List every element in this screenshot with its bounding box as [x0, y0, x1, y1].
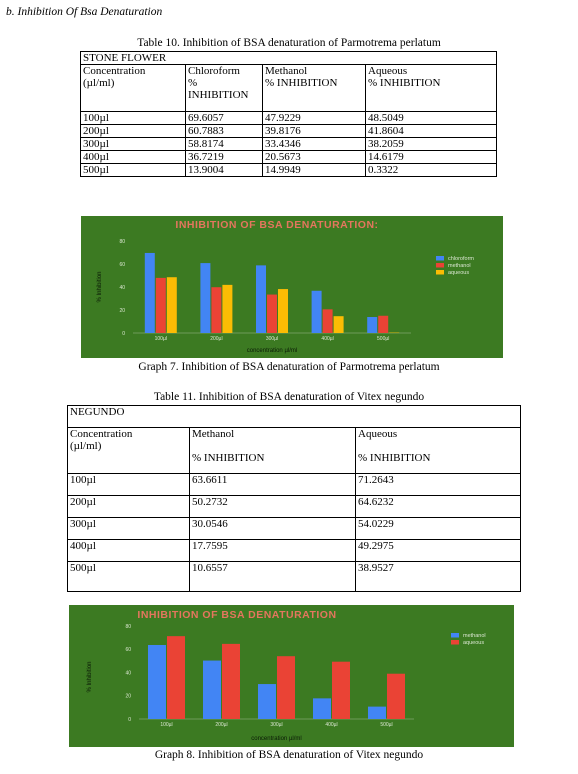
table11-header-line: (µl/ml) — [70, 440, 102, 452]
legend-swatch-methanol — [436, 263, 444, 268]
table10-header-line: % INHIBITION — [368, 77, 441, 89]
table10-cell: 36.7219 — [186, 151, 263, 164]
bar-aqueous-3 — [332, 662, 350, 719]
table10-header-line: % — [188, 77, 198, 89]
legend-label-aqueous: aqueous — [463, 640, 485, 646]
table10-row — [81, 164, 497, 177]
table11-row — [68, 518, 521, 540]
table10-header-cell — [81, 65, 186, 112]
y-tick-label: 40 — [119, 284, 125, 291]
legend-label-methanol: methanol — [463, 633, 486, 639]
x-tick-label: 200µl — [210, 336, 223, 342]
table11-row — [68, 562, 521, 592]
table10-cell: 100µl — [81, 112, 186, 125]
table11-header-line — [358, 440, 518, 452]
legend-swatch-methanol — [451, 633, 459, 638]
table10-row — [81, 125, 497, 138]
table11-cell: 300µl — [68, 518, 190, 540]
graph7-svg — [81, 216, 503, 358]
bar-aqueous-2 — [278, 289, 288, 333]
graph8-caption: Graph 8. Inhibition of BSA denaturation of Vitex negundo — [154, 749, 424, 761]
y-axis-label: % Inhibition — [87, 661, 93, 693]
table10-cell: 20.5673 — [263, 151, 366, 164]
graph7-caption: Graph 7. Inhibition of BSA denaturation of Parmotrema perlatum — [138, 361, 440, 373]
bar-chloroform-3 — [312, 291, 322, 333]
legend-label-chloroform: chloroform — [448, 256, 474, 262]
table11-caption: Table 11. Inhibition of BSA denaturation of Vitex negundo — [153, 391, 425, 403]
bar-aqueous-3 — [334, 316, 344, 333]
table10-cell: 400µl — [81, 151, 186, 164]
bar-methanol-2 — [258, 684, 276, 719]
table11-cell: 64.6232 — [356, 496, 521, 518]
table11-cell: 500µl — [68, 562, 190, 592]
table11-row — [68, 540, 521, 562]
table10-header-line: Chloroform — [188, 65, 240, 77]
y-tick-label: 60 — [125, 647, 131, 654]
table10-header-line: INHIBITION — [188, 89, 249, 101]
table10-header-line: % INHIBITION — [265, 77, 338, 89]
chart-title: INHIBITION OF BSA DENATURATION — [137, 609, 337, 621]
table11-cell: 49.2975 — [356, 540, 521, 562]
table10-cell: 14.9949 — [263, 164, 366, 177]
table10-cell: 33.4346 — [263, 138, 366, 151]
y-tick-label: 80 — [125, 623, 131, 630]
table11-row — [68, 474, 521, 496]
table10-header-line: Concentration — [83, 65, 146, 77]
table11-cell: 71.2643 — [356, 474, 521, 496]
bar-aqueous-2 — [277, 656, 295, 719]
table10-body — [81, 112, 497, 177]
bar-methanol-3 — [313, 698, 331, 719]
table10-header-line: (µl/ml) — [83, 77, 115, 89]
table10-cell: 300µl — [81, 138, 186, 151]
legend-label-methanol: methanol — [448, 263, 471, 269]
bar-chloroform-0 — [145, 253, 155, 333]
bar-aqueous-0 — [167, 636, 185, 719]
x-tick-label: 200µl — [215, 722, 228, 728]
legend-swatch-chloroform — [436, 256, 444, 261]
table11-group-row — [68, 406, 521, 428]
table11-header-line: % INHIBITION — [358, 452, 431, 464]
table10-row — [81, 112, 497, 125]
table11-cell: 200µl — [68, 496, 190, 518]
x-axis-label: concentration µl/ml — [246, 348, 298, 354]
table10-group-label: STONE FLOWER — [81, 52, 497, 65]
table11-cell: 38.9527 — [356, 562, 521, 592]
table10-cell: 47.9229 — [263, 112, 366, 125]
table11-cell: 63.6611 — [190, 474, 356, 496]
table10-cell: 38.2059 — [366, 138, 497, 151]
table11-header-line: Methanol — [192, 428, 235, 440]
table11-header-cell — [68, 428, 190, 474]
bar-methanol-0 — [148, 645, 166, 719]
table10-caption: Table 10. Inhibition of BSA denaturation of Parmotrema perlatum — [137, 37, 441, 49]
bar-methanol-2 — [267, 295, 277, 333]
y-tick-label: 80 — [119, 238, 125, 245]
table11-header-cell — [356, 428, 521, 474]
x-tick-label: 100µl — [154, 336, 167, 342]
y-tick-label: 0 — [128, 716, 131, 723]
y-tick-label: 40 — [125, 670, 131, 677]
y-tick-label: 20 — [125, 693, 131, 700]
table11-header-line: Concentration — [70, 428, 133, 440]
bar-chloroform-4 — [367, 317, 377, 333]
table11-header-row — [68, 428, 521, 474]
table11-row — [68, 496, 521, 518]
table10-header-cell — [186, 65, 263, 112]
bar-methanol-4 — [368, 707, 386, 719]
table10-cell: 48.5049 — [366, 112, 497, 125]
legend-swatch-aqueous — [436, 270, 444, 275]
table11 — [67, 405, 521, 592]
table11-header-line — [192, 440, 353, 452]
table11-header-cell — [190, 428, 356, 474]
bar-methanol-0 — [156, 278, 166, 333]
table11-cell: 400µl — [68, 540, 190, 562]
table10-cell: 69.6057 — [186, 112, 263, 125]
graph7-chart — [81, 216, 503, 358]
x-tick-label: 300µl — [265, 336, 279, 342]
table10 — [80, 51, 497, 177]
bar-methanol-1 — [203, 661, 221, 719]
bar-aqueous-1 — [222, 285, 232, 333]
table10-cell: 39.8176 — [263, 125, 366, 138]
bar-chloroform-2 — [256, 265, 266, 333]
graph8-svg — [69, 605, 514, 747]
table10-row — [81, 151, 497, 164]
table11-cell: 100µl — [68, 474, 190, 496]
x-tick-label: 500µl — [380, 722, 393, 728]
x-tick-label: 400µl — [321, 336, 334, 342]
table10-header-cell — [366, 65, 497, 112]
table11-cell: 17.7595 — [190, 540, 356, 562]
bar-aqueous-1 — [222, 644, 240, 719]
table11-group-label: NEGUNDO — [68, 406, 521, 428]
table10-cell: 0.3322 — [366, 164, 497, 177]
x-tick-label: 300µl — [270, 722, 283, 728]
bar-methanol-4 — [378, 316, 388, 333]
table10-cell: 13.9004 — [186, 164, 263, 177]
bar-methanol-3 — [323, 309, 333, 333]
bar-aqueous-0 — [167, 277, 177, 333]
x-tick-label: 100µl — [160, 722, 173, 728]
graph8-chart — [69, 605, 514, 747]
x-tick-label: 400µl — [325, 722, 338, 728]
legend-swatch-aqueous — [451, 640, 459, 645]
table10-header-cell — [263, 65, 366, 112]
table10-cell: 41.8604 — [366, 125, 497, 138]
y-axis-label: % Inhibition — [97, 271, 103, 303]
table11-cell: 10.6557 — [190, 562, 356, 592]
table11-cell: 54.0229 — [356, 518, 521, 540]
y-tick-label: 20 — [119, 307, 125, 314]
table10-header-line: Aqueous — [368, 65, 408, 77]
bar-aqueous-4 — [387, 674, 405, 719]
table10-cell: 14.6179 — [366, 151, 497, 164]
y-tick-label: 60 — [119, 261, 125, 268]
section-heading: b. Inhibition Of Bsa Denaturation — [6, 6, 163, 18]
chart-title: INHIBITION OF BSA DENATURATION: — [175, 219, 379, 231]
table11-header-line: Aqueous — [358, 428, 398, 440]
table11-header-line: % INHIBITION — [192, 452, 265, 464]
table10-group-row — [81, 52, 497, 65]
bar-chloroform-1 — [200, 263, 210, 333]
x-tick-label: 500µl — [377, 336, 390, 342]
y-tick-label: 0 — [122, 330, 125, 337]
table10-cell: 58.8174 — [186, 138, 263, 151]
table10-cell: 200µl — [81, 125, 186, 138]
table11-body — [68, 474, 521, 592]
bar-methanol-1 — [211, 287, 221, 333]
table11-cell: 50.2732 — [190, 496, 356, 518]
table10-header-line: Methanol — [265, 65, 308, 77]
x-axis-label: concentration µl/ml — [251, 736, 302, 742]
legend-label-aqueous: aqueous — [448, 270, 470, 276]
table10-cell: 60.7883 — [186, 125, 263, 138]
table10-row — [81, 138, 497, 151]
table10-cell: 500µl — [81, 164, 186, 177]
table10-header-row — [81, 65, 497, 112]
table11-cell: 30.0546 — [190, 518, 356, 540]
